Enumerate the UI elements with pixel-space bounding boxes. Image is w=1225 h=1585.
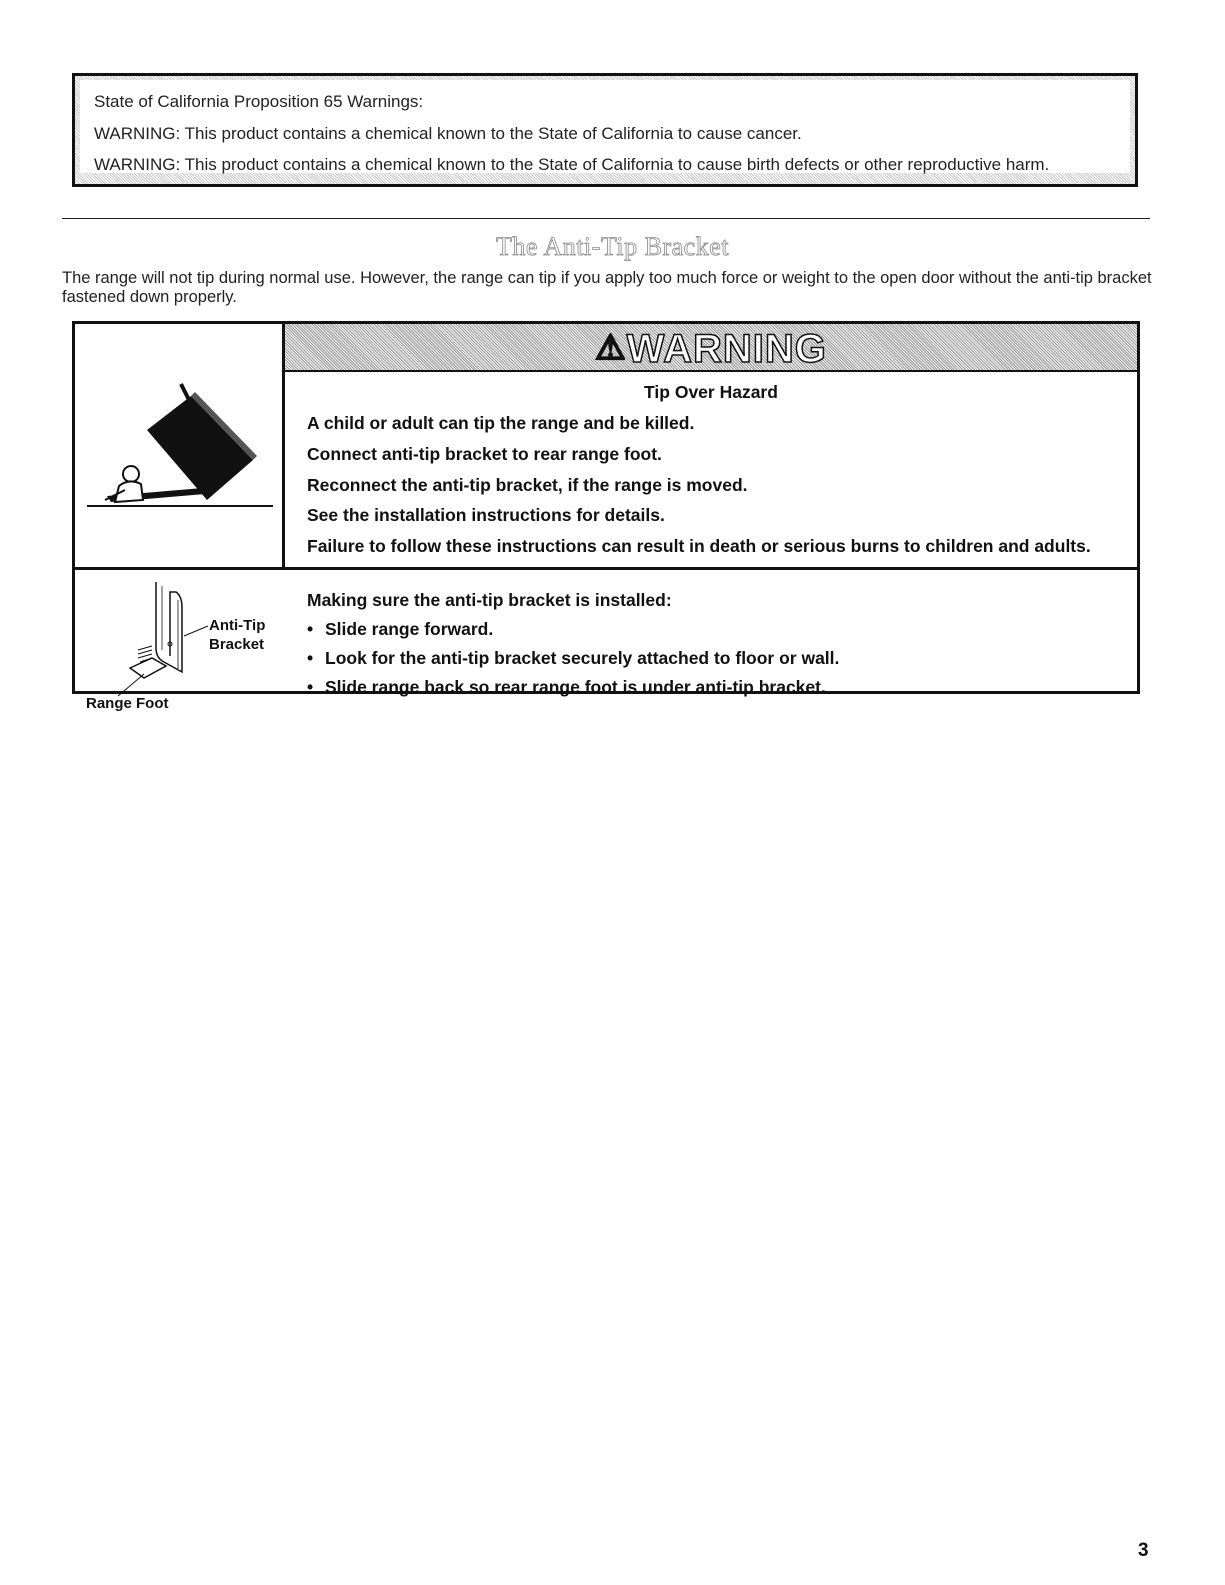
check-bullet-1: Slide range forward.: [325, 619, 494, 639]
warning-triangle-icon: ⚠: [595, 329, 627, 367]
section-divider: [62, 218, 1150, 219]
warning-line-3: Reconnect the anti-tip bracket, if the range is moved.: [307, 475, 748, 495]
tipping-range-icon: [85, 378, 275, 513]
section-title: The Anti-Tip Bracket: [496, 232, 729, 261]
bullet-1-glyph: •: [307, 619, 314, 639]
warning-line-4: See the installation instructions for details.: [307, 505, 665, 525]
anti-tip-label-line2: Bracket: [209, 636, 265, 653]
check-bullet-2: Look for the anti-tip bracket securely attached to floor or wall.: [325, 648, 840, 668]
range-foot-label: Range Foot: [86, 695, 169, 712]
anti-tip-label-line1: Anti-Tip: [209, 617, 266, 634]
warning-banner-text: [285, 327, 1137, 372]
bullet-3-glyph: •: [307, 677, 314, 697]
warning-line-5: Failure to follow these instructions can result in death or serious burns to children and adults.: [307, 536, 1091, 556]
anti-tip-bracket-diagram-icon: [100, 578, 210, 698]
page-number: 3: [1138, 1540, 1149, 1561]
warning-horizontal-divider: [72, 567, 1140, 570]
hazard-title: Tip Over Hazard: [644, 382, 778, 402]
section-intro: The range will not tip during normal use. However, the range can tip if you apply too much force or weight to the open door without the anti-tip bracket fastened down properly.: [62, 269, 1152, 306]
bullet-2-glyph: •: [307, 648, 314, 668]
warning-line-2: Connect anti-tip bracket to rear range foot.: [307, 444, 662, 464]
warning-line-1: A child or adult can tip the range and be killed.: [307, 413, 695, 433]
check-bullet-3: Slide range back so rear range foot is under anti-tip bracket.: [325, 677, 826, 697]
warning-word: WARNING: [626, 327, 827, 371]
prop65-warning-box: [72, 73, 1138, 187]
check-title: Making sure the anti-tip bracket is installed:: [307, 590, 672, 610]
prop65-birth-defects-warning: WARNING: This product contains a chemical known to the State of California to cause birth defects or other reproductive harm.: [94, 155, 1050, 174]
prop65-cancer-warning: WARNING: This product contains a chemical known to the State of California to cause cancer.: [94, 124, 802, 143]
prop65-heading: State of California Proposition 65 Warnings:: [94, 92, 424, 111]
